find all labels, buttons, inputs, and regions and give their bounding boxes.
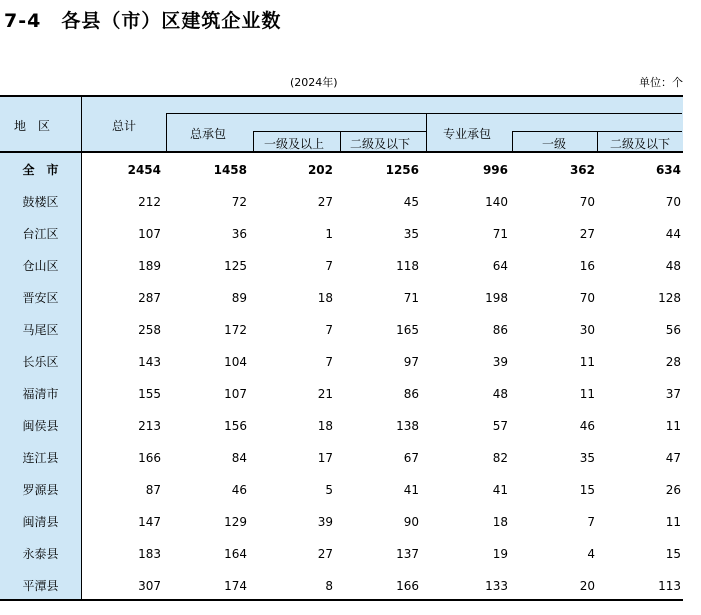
- table-cell: 174: [224, 579, 247, 593]
- header-gc-level2-below: 二级及以下: [350, 137, 411, 151]
- table-cell: 133: [485, 579, 508, 593]
- table-cell: 57: [492, 419, 508, 433]
- table-cell: 189: [138, 259, 161, 273]
- table-cell: 86: [403, 387, 419, 401]
- table-cell: 11: [665, 419, 681, 433]
- table-cell: 72: [231, 195, 247, 209]
- table-cell: 7: [325, 355, 333, 369]
- table-cell: 44: [665, 227, 681, 241]
- table-cell: 48: [492, 387, 508, 401]
- table-cell: 15: [579, 483, 595, 497]
- table-cell: 172: [224, 323, 247, 337]
- table-row: [0, 250, 683, 282]
- table-cell: 287: [138, 291, 161, 305]
- region-name: 平潭县: [22, 579, 59, 593]
- table-cell: 129: [224, 515, 247, 529]
- page-title: 7-4 各县（市）区建筑企业数: [4, 10, 282, 32]
- table-cell: 7: [325, 323, 333, 337]
- table-cell: 118: [396, 259, 419, 273]
- table-cell: 165: [396, 323, 419, 337]
- table-cell: 30: [579, 323, 595, 337]
- table-row: [0, 218, 683, 250]
- table-row: [0, 346, 683, 378]
- table-cell: 27: [317, 547, 333, 561]
- table-cell: 35: [403, 227, 419, 241]
- table-cell: 104: [224, 355, 247, 369]
- table-row: [0, 442, 683, 474]
- table-cell: 202: [307, 163, 333, 177]
- table-header: [0, 95, 683, 153]
- table-row-total: [0, 154, 683, 186]
- table-cell: 125: [224, 259, 247, 273]
- table-cell: 26: [665, 483, 681, 497]
- region-name: 晋安区: [22, 291, 59, 305]
- region-name: 仓山区: [22, 259, 59, 273]
- table-cell: 128: [658, 291, 681, 305]
- table-cell: 64: [492, 259, 508, 273]
- table-cell: 11: [665, 515, 681, 529]
- table-cell: 7: [325, 259, 333, 273]
- table-cell: 46: [231, 483, 247, 497]
- table-cell: 39: [492, 355, 508, 369]
- region-name: 连江县: [22, 451, 59, 465]
- table-row: [0, 410, 683, 442]
- table-cell: 48: [665, 259, 681, 273]
- table-cell: 56: [665, 323, 681, 337]
- table-cell: 17: [317, 451, 333, 465]
- year-label: (2024年): [290, 76, 338, 89]
- region-name: 鼓楼区: [22, 195, 59, 209]
- table-cell: 36: [231, 227, 247, 241]
- table-cell: 5: [325, 483, 333, 497]
- table-cell: 21: [317, 387, 333, 401]
- table-cell: 71: [403, 291, 419, 305]
- region-name: 永泰县: [22, 547, 59, 561]
- region-name: 台江区: [22, 227, 59, 241]
- table-cell: 166: [138, 451, 161, 465]
- region-name: 闽侯县: [22, 419, 59, 433]
- table-cell: 307: [138, 579, 161, 593]
- table-row: [0, 474, 683, 506]
- table-cell: 164: [224, 547, 247, 561]
- table-cell: 86: [492, 323, 508, 337]
- table-row: [0, 282, 683, 314]
- table-cell: 1256: [385, 163, 419, 177]
- region-name: 长乐区: [22, 355, 59, 369]
- table-row: [0, 378, 683, 410]
- table-cell: 137: [396, 547, 419, 561]
- table-cell: 2454: [127, 163, 161, 177]
- table-cell: 35: [579, 451, 595, 465]
- table-cell: 143: [138, 355, 161, 369]
- table-cell: 84: [231, 451, 247, 465]
- region-name: 福清市: [22, 387, 59, 401]
- table-cell: 70: [579, 195, 595, 209]
- table-cell: 634: [655, 163, 681, 177]
- table-cell: 67: [403, 451, 419, 465]
- table-cell: 18: [317, 419, 333, 433]
- table-cell: 41: [492, 483, 508, 497]
- table-cell: 107: [224, 387, 247, 401]
- table-row: [0, 538, 683, 570]
- table-cell: 362: [569, 163, 595, 177]
- table-cell: 4: [587, 547, 595, 561]
- table-row: [0, 314, 683, 346]
- table-cell: 8: [325, 579, 333, 593]
- table-cell: 45: [403, 195, 419, 209]
- table-cell: 71: [492, 227, 508, 241]
- table-cell: 37: [665, 387, 681, 401]
- table-cell: 82: [492, 451, 508, 465]
- table-cell: 156: [224, 419, 247, 433]
- table-cell: 198: [485, 291, 508, 305]
- header-general-contract: 总承包: [190, 127, 227, 141]
- table-cell: 97: [403, 355, 419, 369]
- table-cell: 18: [492, 515, 508, 529]
- table-cell: 15: [665, 547, 681, 561]
- table-cell: 87: [145, 483, 161, 497]
- region-name: 闽清县: [22, 515, 59, 529]
- header-sc-level2-below: 二级及以下: [610, 137, 671, 151]
- table-cell: 27: [579, 227, 595, 241]
- table-cell: 212: [138, 195, 161, 209]
- table-cell: 89: [231, 291, 247, 305]
- table-cell: 46: [579, 419, 595, 433]
- table-cell: 16: [579, 259, 595, 273]
- table-cell: 213: [138, 419, 161, 433]
- header-region: 地 区: [14, 119, 51, 133]
- table-cell: 140: [485, 195, 508, 209]
- table-cell: 1458: [213, 163, 247, 177]
- table-cell: 41: [403, 483, 419, 497]
- table-cell: 113: [658, 579, 681, 593]
- header-specialty-contract: 专业承包: [443, 127, 492, 141]
- table-cell: 147: [138, 515, 161, 529]
- table-cell: 47: [665, 451, 681, 465]
- header-total: 总计: [112, 119, 137, 133]
- table-cell: 11: [579, 387, 595, 401]
- table-cell: 39: [317, 515, 333, 529]
- table-cell: 1: [325, 227, 333, 241]
- table-cell: 18: [317, 291, 333, 305]
- table-cell: 20: [579, 579, 595, 593]
- region-name: 全市: [22, 163, 71, 177]
- table-cell: 11: [579, 355, 595, 369]
- table-bottom-border: [0, 599, 683, 601]
- header-gc-level1-above: 一级及以上: [264, 137, 325, 151]
- header-sc-level1: 一级: [542, 137, 567, 151]
- table-cell: 258: [138, 323, 161, 337]
- table-cell: 28: [665, 355, 681, 369]
- region-name: 罗源县: [22, 483, 59, 497]
- table-cell: 70: [665, 195, 681, 209]
- table-cell: 107: [138, 227, 161, 241]
- table-row: [0, 570, 683, 602]
- table-cell: 166: [396, 579, 419, 593]
- table-row: [0, 186, 683, 218]
- table-cell: 155: [138, 387, 161, 401]
- table-cell: 90: [403, 515, 419, 529]
- region-name: 马尾区: [22, 323, 59, 337]
- table-cell: 70: [579, 291, 595, 305]
- table-cell: 27: [317, 195, 333, 209]
- table-row: [0, 506, 683, 538]
- table-cell: 138: [396, 419, 419, 433]
- table-cell: 19: [492, 547, 508, 561]
- table-cell: 7: [587, 515, 595, 529]
- unit-label: 单位：个: [639, 76, 683, 89]
- table-cell: 996: [482, 163, 508, 177]
- table-cell: 183: [138, 547, 161, 561]
